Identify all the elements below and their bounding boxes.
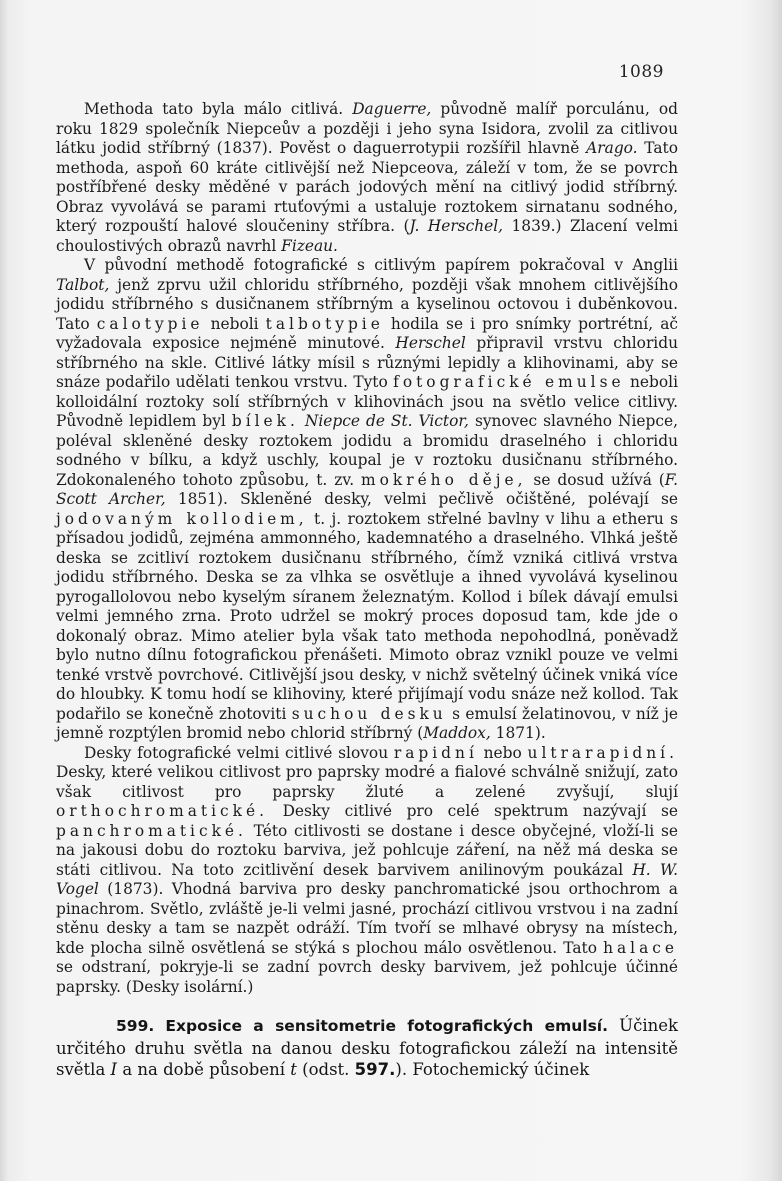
text-run: Daguerre,	[352, 100, 432, 118]
text-run: Této citlivosti se dostane i desce obyčejné, vloží-li se na jakousi dobu do roztoku barviva, jež pohlcuje záření, na něž má deska se státi citlivou. Na toto zcitlivění desek barvivem anilinovým poukázal	[56, 821, 678, 879]
section-599	[56, 1015, 678, 1081]
text-run: panchromatické.	[56, 821, 247, 840]
text-run: suchou desku	[291, 704, 447, 723]
symbol-time: t	[290, 1060, 297, 1079]
text-run: Herschel	[395, 334, 466, 352]
text-run: neboli	[203, 314, 266, 333]
text-run: neboli kolloidální roztoky solí stříbrných v klihovinách jsou na světlo velice citlivy. Původně lepidlem byl	[56, 373, 678, 430]
text-run: 1871).	[490, 724, 546, 742]
section-gap	[56, 997, 678, 1015]
text-run: F. Scott Archer,	[56, 470, 678, 508]
paragraph-sensitive-plates	[56, 744, 678, 998]
text-body	[56, 100, 678, 1081]
text-run: se dosud užívá (	[526, 470, 665, 489]
text-run: nebo	[477, 743, 528, 762]
text-run: Maddox,	[423, 724, 491, 742]
text-run: s emulsí želatinovou, v níž je jemně rozptýlen bromid nebo chlorid stříbrný (	[56, 704, 678, 742]
text-run: jodovaným kollodiem,	[56, 509, 308, 528]
text-run: se odstraní, pokryje-li se zadní povrch desky barvivem, jež pohlcuje účinné paprsky. (Desky isolární.)	[56, 958, 678, 996]
text-run: původně malíř porculánu, od roku 1829 společník Niepceův a později i jeho syna Isidora, zvolil za citlivou látku jodid stříbrný (1837). Pověst o daguerrotypii rozšířil hlavně	[56, 100, 679, 157]
text-run: orthochromatické.	[56, 802, 268, 820]
section-text-2: a na době působení	[117, 1060, 291, 1079]
text-run: calotypie	[96, 314, 204, 333]
symbol-intensity: I	[110, 1060, 118, 1079]
section-reference: 597.	[354, 1060, 396, 1079]
text-run: V původní methodě fotografické s citlivým papírem pokračoval v Anglii	[84, 256, 678, 274]
text-run: ultrarapidní.	[527, 743, 678, 762]
text-run: halace	[603, 938, 678, 957]
paragraph-emulsions	[56, 256, 678, 744]
text-run: Methoda tato byla málo citlivá.	[84, 100, 353, 118]
text-run: Desky, které velikou citlivost pro paprsky modré a fialové schválně snižují, zato však citlivost pro paprsky žluté a zelené zvyšují, slují	[56, 763, 678, 801]
text-run: Arago.	[586, 139, 638, 157]
text-run: (1873). Vhodná barviva pro desky panchromatické jsou orthochrom a pinachrom. Světlo, zvláště je-li velmi jasné, prochází citlivou vrstvou i na zadní stěnu desky a tam se nazpět odráží. Tím tvoří se mlhavé obrysy na místech, kde plocha silně osvětlená se stýká s plochou málo osvětlenou. Tato	[56, 880, 678, 957]
text-run: Tato methoda, aspoň 60 kráte citlivější než Niepceova, záleží v tom, že se povrch postříbřené desky měděné v parách jodových mění na citlivý jodid stříbrný. Obraz vyvolává se parami rtuťovými a ustaluje roztokem sirnatanu sodného, který rozpouští halové sloučeniny stříbra. (	[56, 139, 678, 235]
text-run: Niepce de St. Victor,	[304, 412, 469, 430]
text-run: J. Herschel,	[409, 217, 504, 235]
text-run: jenž zprvu užil chloridu stříbrného, později však mnohem citlivějšího jodidu stříbrného s dusičnanem stříbrným a kyselinou octovou i duběnkovou. Tato	[56, 275, 678, 333]
section-text-3: (odst.	[296, 1060, 355, 1079]
text-run: 1839.) Zlacení velmi choulostivých obrazů navrhl	[56, 217, 679, 255]
text-run: Talbot,	[56, 275, 110, 294]
section-text-4: ). Fotochemický účinek	[395, 1060, 590, 1079]
text-run: bílek.	[231, 412, 299, 430]
text-run: fotografické emulse	[393, 373, 625, 391]
page-number: 1089	[618, 62, 664, 82]
paragraph-daguerreotype	[56, 100, 678, 256]
section-number: 599.	[116, 1017, 155, 1035]
text-run: synovec slavného Niepce, poléval skleněné desky roztokem jodidu a bromidu draselného i chloridu sodného v bílku, a když uschly, koupal je v roztoku dusičnanu stříbrného. Zdokonaleného tohoto způsobu, t. zv.	[56, 412, 679, 489]
section-text-1: Účinek určitého druhu světla na danou desku fotografickou záleží na intensitě světla	[56, 1016, 678, 1079]
text-run: 1851). Skleněné desky, velmi pečlivě očištěné, polévají se	[165, 490, 678, 508]
text-run: mokrého děje,	[361, 470, 527, 489]
text-run: H. W. Vogel	[56, 860, 678, 898]
section-title: Exposice a sensitometrie fotografických emulsí.	[165, 1017, 609, 1035]
text-run: rapidní	[393, 743, 478, 762]
text-run: hodila se i pro snímky portrétní, ač vyžadovala exposice nejméně minutové.	[56, 314, 678, 352]
text-run: Fizeau.	[281, 236, 338, 255]
text-run: Desky fotografické velmi citlivé slovou	[84, 743, 394, 762]
text-run: talbotypie	[265, 314, 384, 333]
text-run: Desky citlivé pro celé spektrum nazývají se	[267, 802, 678, 820]
text-run: t. j. roztokem střelné bavlny v lihu a etheru s přísadou jodidů, zejména ammonného, kademnatého a draselného. Vlhká ještě deska se zcitliví roztokem dusičnanu stříbrného, čímž vzniká citlivá vrstva jodidu stříbrného. Deska se za vlhka se osvětluje a ihned vyvolává kyselinou pyrogallolovou nebo kyselým síranem železnatým. Kollod i bílek dávají emulsi velmi jemného zrna. Proto udržel se mokrý proces doposud tam, kde jde o dokonalý obraz. Mimo atelier byla však tato methoda nepohodlná, poněvadž bylo nutno dílnu fotografickou přenášeti. Mimoto obraz vznikl pouze ve velmi tenké vrstvě povrchové. Citlivější jsou desky, v nichž světelný účinek vniká více do hloubky. K tomu hodí se klihoviny, které přijímají vodu snáze než kollod. Tak podařilo se konečně zhotoviti	[56, 509, 678, 723]
text-run: připravil vrstvu chloridu stříbrného na skle. Citlivé látky mísil s různými lepidly a klihovinami, aby se snáze podařilo udělati tenkou vrstvu. Tyto	[56, 334, 678, 391]
